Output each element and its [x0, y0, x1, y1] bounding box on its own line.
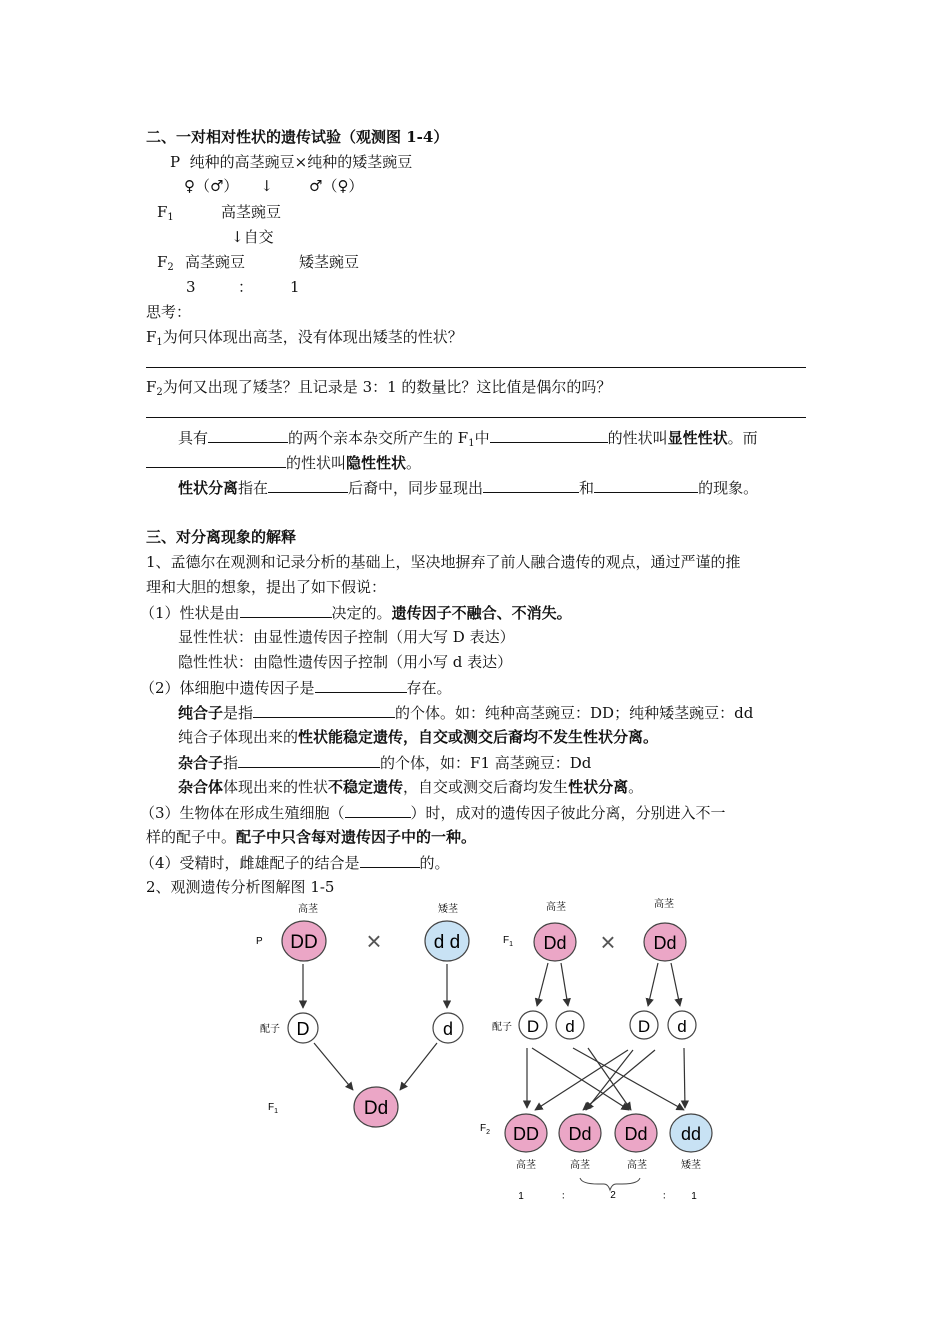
sex-symbol-line: ♀（♂） ↓ ♂（♀）	[184, 177, 364, 195]
label-tall: 高茎	[654, 899, 674, 910]
hypothesis-3b: 样的配子中。配子中只含每对遗传因子中的一种。	[146, 828, 477, 846]
gamete-D-text: D	[526, 1017, 540, 1036]
paragraph-2: 2、观测遗传分析图解图 1-5	[146, 878, 335, 896]
arrow	[561, 963, 568, 1006]
f2-line: $F_2$ 高茎豌豆 矮茎豌豆	[157, 253, 360, 273]
parent-recessive-text: d d	[433, 932, 461, 953]
heterozygote-line: 杂合子指 的个体，如：F1 高茎豌豆：Dd	[178, 754, 592, 772]
label-f2: $F_2$	[480, 1123, 491, 1136]
paragraph-1b: 理和大胆的想象，提出了如下假说：	[146, 578, 387, 596]
label-p: P	[256, 936, 263, 947]
recessive-trait: 隐性性状：由隐性遗传因子控制（用小写 d 表达）	[178, 653, 513, 671]
section2-heading: 二、一对相对性状的遗传试验（观测图 1-4）	[146, 128, 449, 146]
selfing-line: ↓自交	[231, 228, 274, 246]
question-1: $F_1$为何只体现出高茎，没有体现出矮茎的性状？	[146, 328, 463, 348]
ratio-value: 1	[518, 1191, 524, 1202]
offspring-Dd-text: Dd	[624, 1124, 648, 1144]
p-generation-line: P 纯种的高茎豌豆×纯种的矮茎豌豆	[170, 153, 413, 171]
definition-recessive: 的性状叫隐性性状。	[146, 452, 421, 473]
parent-Dd-text: Dd	[543, 933, 567, 953]
question-2: $F_2$为何又出现了矮茎？且记录是 3：1 的数量比？这比值是偶尔的吗？	[146, 378, 612, 398]
gamete-D-text: D	[296, 1019, 310, 1039]
hypothesis-1: （1）性状是由 决定的。遗传因子不融合、不消失。	[140, 604, 572, 622]
dominant-trait: 显性性状：由显性遗传因子控制（用大写 D 表达）	[178, 628, 515, 646]
label-tall: 高茎	[298, 904, 318, 915]
gamete-d-text: d	[677, 1017, 687, 1036]
arrow	[532, 1048, 629, 1110]
cross-symbol: ×	[366, 926, 382, 956]
definition-segregation: 性状分离指在 后裔中，同步显现出 和 的现象。	[178, 479, 759, 497]
ratio-colon: ：	[662, 1191, 672, 1202]
f1-line: $F_1$ 高茎豌豆	[157, 203, 282, 223]
gamete-d-text: d	[565, 1017, 575, 1036]
label-gamete: 配子	[260, 1024, 280, 1035]
homozygote-line-2: 纯合子体现出来的性状能稳定遗传，自交或测交后裔均不发生性状分离。	[178, 728, 659, 746]
label-tall: 高茎	[546, 902, 566, 913]
arrow	[400, 1043, 437, 1090]
offspring-Dd-text: Dd	[568, 1124, 592, 1144]
cross-symbol: ×	[600, 927, 616, 957]
ratio-line: 3 ： 1	[186, 278, 300, 296]
phenotype-label: 矮茎	[681, 1160, 701, 1171]
arrow	[684, 1048, 685, 1108]
homozygote-line: 纯合子是指 的个体。如：纯种高茎豌豆：DD；纯种矮茎豌豆：dd	[178, 704, 754, 722]
hypothesis-4: （4）受精时，雌雄配子的结合是 的。	[140, 854, 450, 872]
label-gamete: 配子	[492, 1022, 512, 1033]
definition-dominant: 具有 的两个亲本杂交所产生的 $F_1$中 的性状叫显性性状。而	[178, 429, 758, 449]
arrow	[537, 963, 548, 1006]
arrow	[648, 963, 658, 1006]
phenotype-label: 高茎	[570, 1160, 590, 1171]
parent-Dd-text: Dd	[653, 933, 677, 953]
label-f1: $F_1$	[268, 1102, 279, 1115]
arrow	[314, 1043, 353, 1090]
offspring-Dd-text: Dd	[363, 1098, 389, 1119]
offspring-dd-text: dd	[680, 1124, 702, 1144]
offspring-DD-text: DD	[513, 1124, 539, 1144]
section3-heading: 三、对分离现象的解释	[146, 528, 297, 546]
label-short: 矮茎	[438, 904, 458, 915]
ratio-colon: ：	[561, 1191, 571, 1202]
paragraph-1a: 1、孟德尔在观测和记录分析的基础上，坚决地摒弃了前人融合遗传的观点，通过严谨的推	[146, 553, 741, 571]
gamete-d-text: d	[442, 1019, 454, 1039]
hypothesis-2: （2）体细胞中遗传因子是 存在。	[140, 679, 452, 697]
gamete-D-text: D	[637, 1017, 651, 1036]
label-f1: $F_1$	[503, 935, 514, 948]
ratio-value: 2	[610, 1190, 616, 1201]
parent-dd-text: DD	[290, 932, 318, 953]
ratio-value: 1	[691, 1191, 697, 1202]
brace	[580, 1178, 640, 1190]
hypothesis-3: （3）生物体在形成生殖细胞（ ）时，成对的遗传因子彼此分离，分别进入不一	[140, 804, 726, 822]
phenotype-label: 高茎	[627, 1160, 647, 1171]
arrow	[573, 1048, 684, 1110]
think-label: 思考：	[146, 303, 192, 321]
heterozygote-line-2: 杂合体体现出来的性状不稳定遗传，自交或测交后裔均发生性状分离。	[178, 778, 644, 796]
arrow	[671, 963, 680, 1006]
phenotype-label: 高茎	[516, 1160, 536, 1171]
